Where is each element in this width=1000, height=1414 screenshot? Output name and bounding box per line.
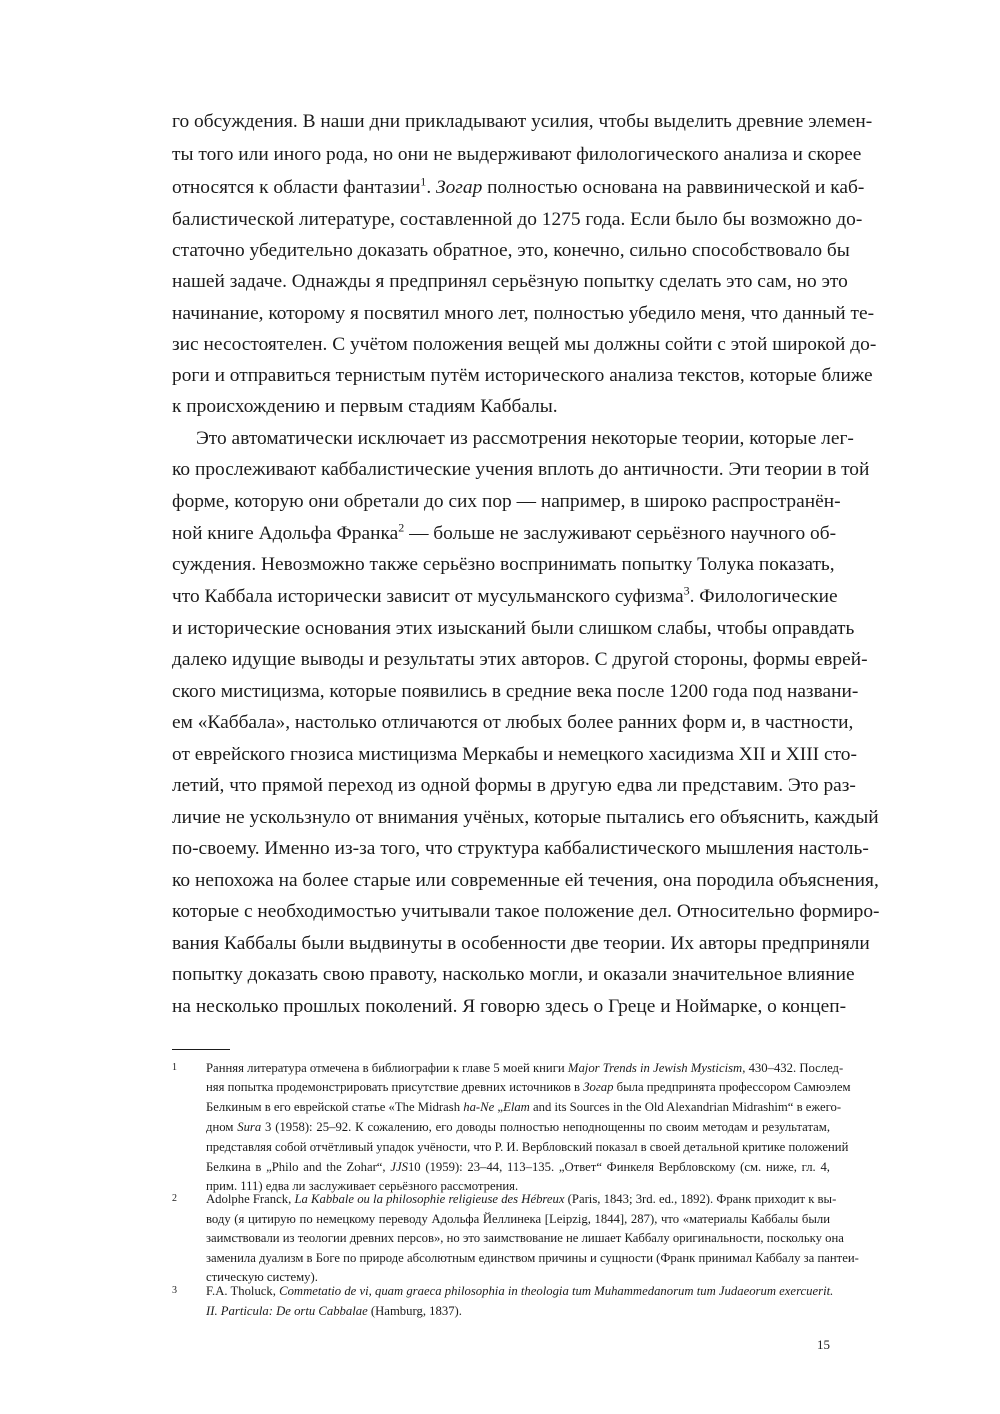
footnote-ref-1[interactable]: 1 bbox=[420, 174, 427, 189]
footnote-number-3: 3 bbox=[172, 1285, 177, 1296]
body-line-3: относятся к области фантазии$^1$. Зогар полностью основана на раввинической и каб- bbox=[172, 174, 865, 198]
body-line-19: ского мистицизма, которые появились в средние века после 1200 года под названи- bbox=[172, 681, 859, 702]
footnote-1-line-2: няя попытка продемонстрировать присутствие древних источников в Зогар была предпринята профессором Самюэлем bbox=[206, 1080, 851, 1094]
body-line-29: на несколько прошлых поколений. Я говорю здесь о Греце и Ноймарке, о концеп- bbox=[172, 996, 847, 1017]
footnote-2-line-5: стическую систему). bbox=[206, 1270, 318, 1284]
footnote-1-line-5: представляя собой отчётливый упадок учёности, что Р. И. Вербловский показал в своей детальной критике положений bbox=[206, 1140, 849, 1154]
body-line-12: ко прослеживают каббалистические учения вплоть до античности. Эти теории в той bbox=[172, 459, 870, 480]
body-line-23: личие не ускользнуло от внимания учёных, которые пытались его объяснить, каждый bbox=[172, 807, 879, 828]
body-line-13: форме, которую они обретали до сих пор — например, в широко распространён- bbox=[172, 491, 841, 512]
footnote-1-line-1: Ранняя литература отмечена в библиографии к главе 5 моей книги Major Trends in Jewish Mysticism, 430–432. Послед- bbox=[206, 1061, 844, 1075]
body-line-14: ной книге Адольфа Франка$^2$ — больше не заслуживают серьёзного научного об- bbox=[172, 520, 837, 544]
body-line-27: вания Каббалы были выдвинуты в особенности две теории. Их авторы предприняли bbox=[172, 933, 870, 954]
footnote-1-line-4: дном Sura 3 (1958): 25–92. К сожалению, его доводы полностью неподнощенны по своим методам и результатам, bbox=[206, 1120, 830, 1134]
body-line-1: го обсуждения. В наши дни прикладывают усилия, чтобы выделить древние элемен- bbox=[172, 111, 873, 132]
body-line-7: начинание, которому я посвятил много лет, полностью убедило меня, что данный те- bbox=[172, 303, 875, 324]
footnote-2-line-2: воду (я цитирую по немецкому переводу Адольфа Йеллинека [Leipzig, 1844], 287), что «материалы Каббалы были bbox=[206, 1212, 830, 1226]
footnote-ref-3[interactable]: 3 bbox=[683, 583, 690, 598]
body-line-24: по-своему. Именно из-за того, что структура каббалистического мышления настоль- bbox=[172, 838, 869, 859]
body-line-22: летий, что прямой переход из одной формы в другую едва ли представим. Это раз- bbox=[172, 775, 856, 796]
body-line-16: что Каббала исторически зависит от мусульманского суфизма$^3$. Филологические bbox=[172, 583, 838, 607]
body-line-11: Это автоматически исключает из рассмотрения некоторые теории, которые лег- bbox=[196, 428, 854, 449]
body-line-5: статочно убедительно доказать обратное, это, конечно, сильно способствовало бы bbox=[172, 240, 850, 261]
footnote-separator bbox=[172, 1049, 230, 1050]
footnote-3-line-2: II. Particula: De ortu Cabbalae (Hamburg, 1837). bbox=[206, 1304, 462, 1318]
body-line-15: суждения. Невозможно также серьёзно воспринимать попытку Толука показать, bbox=[172, 554, 835, 575]
footnote-1-line-6: Белкина в „Philo and the Zohar“, JJS10 (1959): 23–44, 113–135. „Ответ“ Финкеля Вербловскому (см. ниже, гл. 4, bbox=[206, 1160, 830, 1174]
body-line-20: ем «Каббала», настолько отличаются от любых более ранних форм и, в частности, bbox=[172, 712, 854, 733]
body-line-4: балистической литературе, составленной до 1275 года. Если было бы возможно до- bbox=[172, 209, 863, 230]
body-line-9: роги и отправиться тернистым путём исторического анализа текстов, которые ближе bbox=[172, 365, 873, 386]
body-line-18: далеко идущие выводы и результаты этих авторов. С другой стороны, формы еврей- bbox=[172, 649, 868, 670]
footnote-2-line-3: заимствовали из теологии древних персов», но это заимствование не лишает Каббалу оригинальности, поскольку она bbox=[206, 1231, 844, 1245]
body-line-10: к происхождению и первым стадиям Каббалы. bbox=[172, 396, 558, 417]
footnote-number-2: 2 bbox=[172, 1193, 177, 1204]
footnote-number-1: 1 bbox=[172, 1062, 177, 1073]
body-line-17: и исторические основания этих изысканий были слишком слабы, чтобы оправдать bbox=[172, 618, 855, 639]
page-number: 15 bbox=[817, 1337, 830, 1352]
body-line-2: ты того или иного рода, но они не выдерживают филологического анализа и скорее bbox=[172, 144, 862, 165]
footnote-2-line-4: заменила дуализм в Боге по природе абсолютным единством причины и сущности (Франк принимал Каббалу за пантеи- bbox=[206, 1251, 859, 1265]
body-line-25: ко непохожа на более старые или современные ей течения, она породила объяснения, bbox=[172, 870, 879, 891]
footnote-ref-2[interactable]: 2 bbox=[398, 520, 405, 535]
footnote-1-line-3: Белкиным в его еврейской статье «The Midrash ha-Ne „Elam and its Sources in the Old Alexandrian Midrashim“ в ежего- bbox=[206, 1100, 842, 1114]
body-line-6: нашей задаче. Однажды я предпринял серьёзную попытку сделать это сам, но это bbox=[172, 271, 848, 292]
footnote-2-line-1: Adolphe Franck, La Kabbale ou la philosophie religieuse des Hébreux (Paris, 1843; 3rd. ed., 1892). Франк приходит к вы- bbox=[206, 1192, 837, 1206]
body-line-8: зис несостоятелен. С учётом положения вещей мы должны сойти с этой широкой до- bbox=[172, 334, 877, 355]
body-line-21: от еврейского гнозиса мистицизма Меркабы и немецкого хасидизма XII и XIII сто- bbox=[172, 744, 857, 765]
body-line-28: попытку доказать свою правоту, насколько могли, и оказали значительное влияние bbox=[172, 964, 855, 985]
footnote-3-line-1: F.A. Tholuck, Commetatio de vi, quam graeca philosophia in theologia tum Muhammedanorum tum Judaeorum exercuerit. bbox=[206, 1284, 834, 1298]
body-line-26: которые с необходимостью учитывали такое положение дел. Относительно формиро- bbox=[172, 901, 880, 922]
footnote-1-line-7: прим. 111) едва ли заслуживает серьёзного рассмотрения. bbox=[206, 1179, 519, 1193]
